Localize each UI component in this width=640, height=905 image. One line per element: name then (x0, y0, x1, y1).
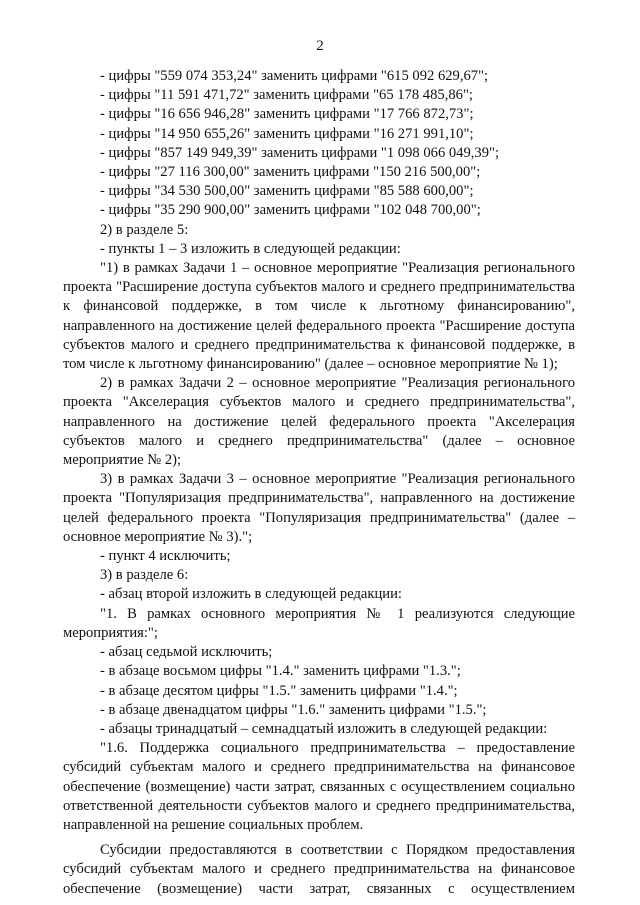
paragraph: "1) в рамках Задачи 1 – основное мероприятие "Реализация регионального проекта "Расширение доступа субъектов малого и среднего предпринимательства к финансовой поддержке, в том числе к льготному финансированию", направленного на достижение целей федерального проекта "Расширение доступа субъектов малого и среднего предпринимательства к финансовой поддержке, в том числе к льготному финансированию" (далее – основное мероприятие № 1); (63, 260, 575, 373)
list-item: - цифры "34 530 500,00" заменить цифрами "85 588 600,00"; (100, 183, 474, 200)
paragraph: 2) в рамках Задачи 2 – основное мероприятие "Реализация регионального проекта "Акселерация субъектов малого и среднего предпринимательства", направленного на достижение целей федерального проекта "Акселерация субъектов малого и среднего предпринимательства" (далее – основное мероприятие № 2); (63, 375, 575, 469)
section-heading: 2) в разделе 5: (100, 221, 189, 238)
list-item: - цифры "14 950 655,26" заменить цифрами "16 271 991,10"; (100, 125, 474, 142)
paragraph: "1.6. Поддержка социального предпринимательства – предоставление субсидий субъектам малого и среднего предпринимательства на финансовое обеспечение (возмещение) части затрат, связанных с осуществлением социально ответственной деятельности субъектов малого и среднего предпринимательства, направленной на решение социальных проблем. (63, 740, 575, 833)
paragraph: 3) в рамках Задачи 3 – основное мероприятие "Реализация регионального проекта "Популяризация предпринимательства", направленного на достижение целей федерального проекта "Популяризация предпринимательства" (далее – основное мероприятие № 3)."; (63, 471, 575, 545)
list-item: - абзац седьмой исключить; (100, 644, 273, 661)
list-item: - в абзаце двенадцатом цифры "1.6." заменить цифрами "1.5."; (100, 701, 487, 718)
list-item: - цифры "857 149 949,39" заменить цифрами "1 098 066 049,39"; (100, 144, 500, 161)
paragraph: "1. В рамках основного мероприятия № 1 реализуются следующие мероприятия:"; (63, 605, 575, 641)
list-item: - абзац второй изложить в следующей редакции: (100, 586, 402, 603)
page-number: 2 (316, 38, 324, 54)
list-item: - цифры "35 290 900,00" заменить цифрами "102 048 700,00"; (100, 202, 481, 219)
list-item: - цифры "27 116 300,00" заменить цифрами "150 216 500,00"; (100, 164, 481, 181)
list-item: - цифры "559 074 353,24" заменить цифрами "615 092 629,67"; (100, 68, 489, 84)
list-item: - цифры "11 591 471,72" заменить цифрами "65 178 485,86"; (100, 87, 473, 104)
list-item: - цифры "16 656 946,28" заменить цифрами "17 766 872,73"; (100, 106, 474, 123)
list-item: - пункты 1 – 3 изложить в следующей редакции: (100, 240, 401, 257)
paragraph: Субсидии предоставляются в соответствии с Порядком предоставления субсидий субъектам малого и среднего предпринимательства на финансовое обеспечение (возмещение) части затрат, связанных с осуществлением (63, 842, 575, 897)
section-heading: 3) в разделе 6: (100, 567, 189, 584)
list-item: - пункт 4 исключить; (100, 548, 231, 565)
list-item: - в абзаце восьмом цифры "1.4." заменить цифрами "1.3."; (100, 663, 461, 680)
list-item: - в абзаце десятом цифры "1.5." заменить цифрами "1.4."; (100, 682, 458, 699)
document-body (63, 67, 575, 899)
list-item: - абзацы тринадцатый – семнадцатый изложить в следующей редакции: (100, 720, 548, 737)
